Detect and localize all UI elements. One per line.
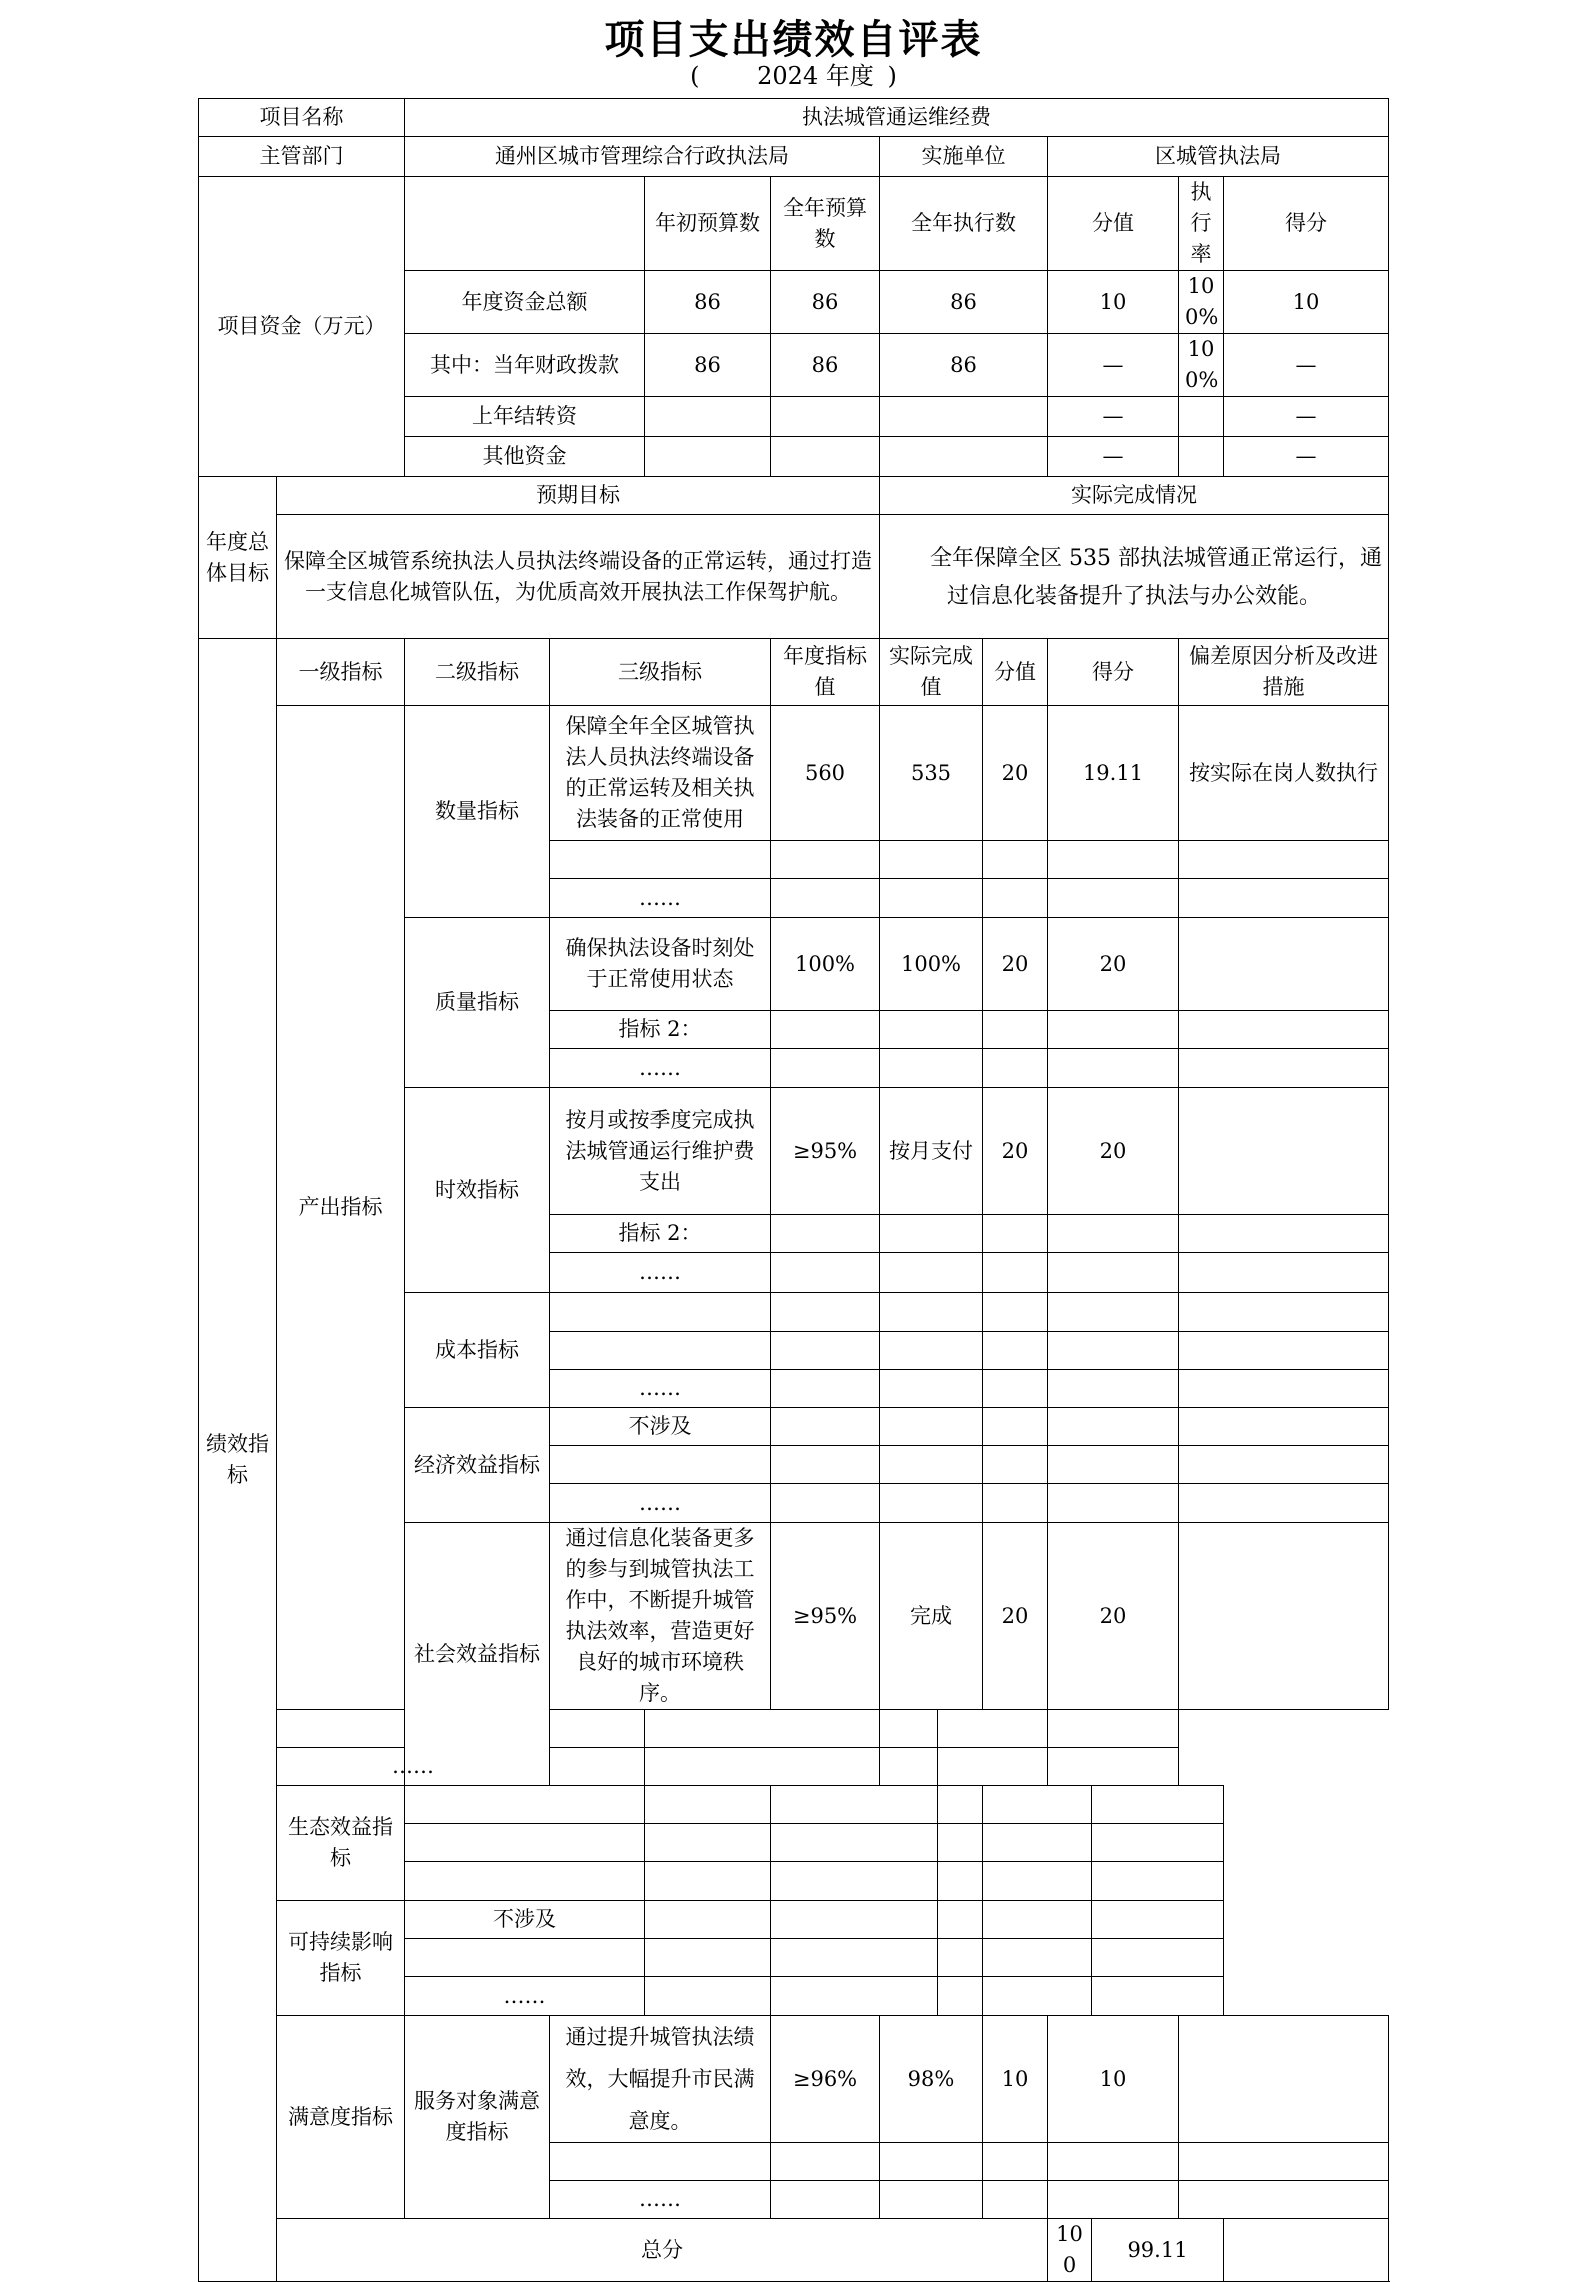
perf-header-actual: 实际完成值 — [880, 639, 983, 706]
quantity-score: 19.11 — [1048, 706, 1179, 841]
l2-ecological: 生态效益指标 — [277, 1786, 405, 1901]
quality-actual: 100% — [880, 918, 983, 1011]
goal-expected-header: 预期目标 — [277, 477, 880, 515]
empty-cell — [983, 1332, 1048, 1370]
empty-cell — [983, 1862, 1092, 1901]
quality-indicator: 确保执法设备时刻处于正常使用状态 — [550, 918, 771, 1011]
empty-cell — [1048, 1332, 1179, 1370]
funds-cell — [645, 437, 771, 477]
empty-cell — [1092, 1977, 1224, 2016]
l2-service: 服务对象满意度指标 — [405, 2016, 550, 2219]
empty-cell — [771, 1011, 880, 1049]
empty-cell — [1048, 2143, 1179, 2181]
funds-cell: 100% — [1179, 271, 1224, 334]
empty-cell — [1048, 879, 1179, 918]
year-open: ( — [690, 62, 700, 90]
l1-satisfaction: 满意度指标 — [277, 2016, 405, 2219]
funds-cell — [771, 437, 880, 477]
timeliness-target: ≥95% — [771, 1088, 880, 1215]
empty-cell — [1179, 1370, 1389, 1408]
empty-cell — [1179, 1011, 1389, 1049]
empty-cell — [880, 2181, 983, 2219]
ellipsis-cell: …… — [550, 2181, 771, 2219]
ellipsis-cell: …… — [550, 1370, 771, 1408]
service-indicator: 通过提升城管执法绩效，大幅提升市民满意度。 — [550, 2016, 771, 2143]
empty-cell — [1048, 1049, 1179, 1088]
empty-cell — [645, 1710, 880, 1748]
empty-cell — [983, 2143, 1048, 2181]
funds-cell — [1179, 437, 1224, 477]
empty-cell — [983, 1484, 1048, 1523]
funds-cell: — — [1224, 334, 1389, 397]
perf-header-l3: 三级指标 — [550, 639, 771, 706]
empty-cell — [550, 1332, 771, 1370]
empty-cell — [771, 1977, 938, 2016]
empty-cell — [771, 1293, 880, 1332]
empty-cell — [550, 1710, 645, 1748]
empty-cell — [983, 841, 1048, 879]
funds-cell: — — [1048, 334, 1179, 397]
empty-cell — [1179, 2143, 1389, 2181]
unit-value: 区城管执法局 — [1048, 137, 1389, 177]
empty-cell — [1048, 1484, 1179, 1523]
funds-cell: 86 — [771, 271, 880, 334]
empty-cell — [771, 1253, 880, 1293]
quality-weight: 20 — [983, 918, 1048, 1011]
social-weight: 20 — [983, 1523, 1048, 1710]
empty-cell — [550, 1446, 771, 1484]
empty-cell — [771, 1484, 880, 1523]
funds-row-label: 年度资金总额 — [405, 271, 645, 334]
goal-label: 年度总体目标 — [199, 477, 277, 639]
l1-output: 产出指标 — [277, 706, 405, 1710]
social-score: 20 — [1048, 1523, 1179, 1710]
funds-cell: — — [1048, 397, 1179, 437]
social-target: ≥95% — [771, 1523, 880, 1710]
empty-cell — [938, 1824, 983, 1862]
l2-social: 社会效益指标 — [405, 1523, 550, 1786]
funds-cell: — — [1224, 437, 1389, 477]
empty-cell — [880, 1408, 983, 1446]
empty-cell — [771, 1824, 938, 1862]
empty-cell — [983, 1446, 1048, 1484]
funds-label: 项目资金（万元） — [199, 177, 405, 477]
funds-header-score: 得分 — [1224, 177, 1389, 271]
quality-score: 20 — [1048, 918, 1179, 1011]
empty-cell — [1048, 1253, 1179, 1293]
funds-cell: 86 — [645, 334, 771, 397]
empty-cell — [1048, 1446, 1179, 1484]
empty-cell — [983, 879, 1048, 918]
empty-cell — [938, 1939, 983, 1977]
empty-cell — [880, 1253, 983, 1293]
empty-cell — [1179, 1253, 1389, 1293]
perf-header-l2: 二级指标 — [405, 639, 550, 706]
empty-cell — [1048, 2181, 1179, 2219]
empty-cell — [880, 1011, 983, 1049]
empty-cell — [983, 1049, 1048, 1088]
project-name: 执法城管通运维经费 — [405, 99, 1389, 137]
empty-cell — [645, 1977, 771, 2016]
empty-cell — [880, 1215, 983, 1253]
empty-cell — [880, 2143, 983, 2181]
empty-cell — [880, 1293, 983, 1332]
quality-target: 100% — [771, 918, 880, 1011]
perf-header-reason: 偏差原因分析及改进措施 — [1179, 639, 1389, 706]
empty-cell — [1179, 1484, 1389, 1523]
empty-cell — [938, 1748, 1048, 1786]
total-weight: 100 — [1048, 2219, 1092, 2282]
empty-cell — [880, 1049, 983, 1088]
empty-cell — [1092, 1824, 1224, 1862]
empty-cell — [771, 2143, 880, 2181]
funds-cell — [880, 397, 1048, 437]
empty-cell — [771, 841, 880, 879]
perf-header-score: 得分 — [1048, 639, 1179, 706]
funds-header-blank — [405, 177, 645, 271]
perf-header-weight: 分值 — [983, 639, 1048, 706]
l2-sustainable: 可持续影响指标 — [277, 1901, 405, 2016]
funds-cell: 86 — [771, 334, 880, 397]
empty-cell — [771, 1862, 938, 1901]
funds-cell — [645, 397, 771, 437]
empty-cell — [771, 1939, 938, 1977]
empty-cell — [1048, 1408, 1179, 1446]
empty-cell — [1179, 918, 1389, 1011]
empty-cell — [880, 1332, 983, 1370]
empty-cell — [880, 1370, 983, 1408]
l2-economic: 经济效益指标 — [405, 1408, 550, 1523]
service-score: 10 — [1048, 2016, 1179, 2143]
timeliness-indicator: 按月或按季度完成执法城管通运行维护费支出 — [550, 1088, 771, 1215]
empty-cell — [771, 879, 880, 918]
not-involved-cell: 不涉及 — [405, 1901, 645, 1939]
empty-cell — [1048, 1370, 1179, 1408]
empty-cell — [645, 1862, 771, 1901]
ellipsis-cell: …… — [550, 1484, 771, 1523]
empty-cell — [550, 841, 771, 879]
project-name-label: 项目名称 — [199, 99, 405, 137]
empty-cell — [1179, 2181, 1389, 2219]
goal-actual-text: 全年保障全区 535 部执法城管通正常运行，通过信息化装备提升了执法与办公效能。 — [880, 515, 1389, 639]
empty-cell — [983, 1370, 1048, 1408]
l2-cost: 成本指标 — [405, 1293, 550, 1408]
empty-cell — [983, 1253, 1048, 1293]
perf-header-target: 年度指标值 — [771, 639, 880, 706]
empty-cell — [277, 1710, 550, 1748]
ellipsis-cell: …… — [550, 1049, 771, 1088]
social-indicator: 通过信息化装备更多的参与到城管执法工作中，不断提升城管执法效率，营造更好良好的城市环境秩序。 — [550, 1523, 771, 1710]
empty-cell — [983, 1977, 1092, 2016]
ellipsis-cell: …… — [277, 1748, 550, 1786]
empty-cell — [550, 2143, 771, 2181]
empty-cell — [880, 879, 983, 918]
empty-cell — [983, 1939, 1092, 1977]
empty-cell — [771, 1786, 938, 1824]
perf-label: 绩效指标 — [199, 639, 277, 2282]
empty-cell — [1048, 1293, 1179, 1332]
empty-cell — [1179, 1215, 1389, 1253]
empty-cell — [880, 841, 983, 879]
empty-cell — [880, 1710, 938, 1748]
empty-cell — [983, 2181, 1048, 2219]
empty-cell — [880, 1748, 938, 1786]
empty-cell — [771, 2181, 880, 2219]
empty-cell — [1224, 2219, 1389, 2282]
empty-cell — [1179, 1293, 1389, 1332]
ellipsis-cell: …… — [550, 879, 771, 918]
funds-cell: 100% — [1179, 334, 1224, 397]
year-line — [0, 56, 1587, 91]
empty-cell — [771, 1215, 880, 1253]
empty-cell — [1092, 1939, 1224, 1977]
empty-cell — [771, 1332, 880, 1370]
empty-cell — [405, 1939, 645, 1977]
dept-value: 通州区城市管理综合行政执法局 — [405, 137, 880, 177]
funds-cell — [771, 397, 880, 437]
empty-cell — [1179, 879, 1389, 918]
empty-cell — [938, 1710, 1048, 1748]
empty-cell — [938, 1977, 983, 2016]
l2-quality: 质量指标 — [405, 918, 550, 1088]
funds-header-rate: 执行率 — [1179, 177, 1224, 271]
empty-cell — [1092, 1862, 1224, 1901]
empty-cell — [771, 1370, 880, 1408]
ellipsis-cell: …… — [550, 1253, 771, 1293]
funds-header-executed: 全年执行数 — [880, 177, 1048, 271]
empty-cell — [550, 1293, 771, 1332]
indicator2-cell: 指标 2： — [550, 1215, 771, 1253]
year-close: ) — [887, 62, 897, 90]
dept-label: 主管部门 — [199, 137, 405, 177]
ellipsis-cell: …… — [405, 1977, 645, 2016]
total-score: 99.11 — [1092, 2219, 1224, 2282]
empty-cell — [1048, 1011, 1179, 1049]
year-value: 2024 年度 — [757, 62, 874, 90]
empty-cell — [405, 1824, 645, 1862]
empty-cell — [771, 1901, 938, 1939]
l2-timeliness: 时效指标 — [405, 1088, 550, 1293]
goal-actual-header: 实际完成情况 — [880, 477, 1389, 515]
quantity-weight: 20 — [983, 706, 1048, 841]
perf-header-l1: 一级指标 — [277, 639, 405, 706]
service-target: ≥96% — [771, 2016, 880, 2143]
funds-header-score-value: 分值 — [1048, 177, 1179, 271]
empty-cell — [983, 1408, 1048, 1446]
empty-cell — [880, 1446, 983, 1484]
empty-cell — [1179, 841, 1389, 879]
funds-cell: — — [1048, 437, 1179, 477]
funds-cell: 86 — [880, 334, 1048, 397]
quantity-reason: 按实际在岗人数执行 — [1179, 706, 1389, 841]
quantity-indicator: 保障全年全区城管执法人员执法终端设备的正常运转及相关执法装备的正常使用 — [550, 706, 771, 841]
funds-header-annual: 全年预算数 — [771, 177, 880, 271]
empty-cell — [1179, 1446, 1389, 1484]
empty-cell — [880, 1484, 983, 1523]
service-actual: 98% — [880, 2016, 983, 2143]
quantity-actual: 535 — [880, 706, 983, 841]
empty-cell — [771, 1049, 880, 1088]
timeliness-actual: 按月支付 — [880, 1088, 983, 1215]
empty-cell — [405, 1862, 645, 1901]
empty-cell — [938, 1862, 983, 1901]
empty-cell — [1179, 2016, 1389, 2143]
empty-cell — [645, 1786, 771, 1824]
empty-cell — [1092, 1786, 1224, 1824]
empty-cell — [1048, 1748, 1179, 1786]
funds-header-initial: 年初预算数 — [645, 177, 771, 271]
empty-cell — [1179, 1523, 1389, 1710]
empty-cell — [983, 1011, 1048, 1049]
l2-quantity: 数量指标 — [405, 706, 550, 918]
funds-cell — [880, 437, 1048, 477]
empty-cell — [983, 1215, 1048, 1253]
empty-cell — [938, 1786, 983, 1824]
empty-cell — [938, 1901, 983, 1939]
total-label: 总分 — [277, 2219, 1048, 2282]
empty-cell — [1048, 841, 1179, 879]
self-evaluation-table — [198, 98, 1389, 2282]
funds-row-label: 上年结转资 — [405, 397, 645, 437]
indicator2-cell: 指标 2： — [550, 1011, 771, 1049]
not-involved-cell: 不涉及 — [550, 1408, 771, 1446]
quantity-target: 560 — [771, 706, 880, 841]
empty-cell — [405, 1786, 645, 1824]
funds-cell: 86 — [645, 271, 771, 334]
unit-label: 实施单位 — [880, 137, 1048, 177]
empty-cell — [645, 1824, 771, 1862]
timeliness-score: 20 — [1048, 1088, 1179, 1215]
funds-row-label: 其他资金 — [405, 437, 645, 477]
empty-cell — [645, 1901, 771, 1939]
empty-cell — [1179, 1332, 1389, 1370]
service-weight: 10 — [983, 2016, 1048, 2143]
page-title: 项目支出绩效自评表 — [604, 16, 983, 63]
empty-cell — [771, 1408, 880, 1446]
goal-expected-text: 保障全区城管系统执法人员执法终端设备的正常运转，通过打造一支信息化城管队伍，为优质高效开展执法工作保驾护航。 — [277, 515, 880, 639]
empty-cell — [1048, 1215, 1179, 1253]
empty-cell — [1179, 1088, 1389, 1215]
empty-cell — [550, 1748, 645, 1786]
empty-cell — [983, 1293, 1048, 1332]
empty-cell — [983, 1786, 1092, 1824]
funds-cell: 10 — [1224, 271, 1389, 334]
empty-cell — [645, 1748, 880, 1786]
social-actual: 完成 — [880, 1523, 983, 1710]
empty-cell — [1179, 1408, 1389, 1446]
funds-row-label: 其中：当年财政拨款 — [405, 334, 645, 397]
empty-cell — [771, 1446, 880, 1484]
empty-cell — [1092, 1901, 1224, 1939]
funds-cell: 86 — [880, 271, 1048, 334]
empty-cell — [1048, 1710, 1179, 1748]
empty-cell — [983, 1824, 1092, 1862]
funds-cell: 10 — [1048, 271, 1179, 334]
empty-cell — [645, 1939, 771, 1977]
funds-cell: — — [1224, 397, 1389, 437]
timeliness-weight: 20 — [983, 1088, 1048, 1215]
empty-cell — [1179, 1049, 1389, 1088]
empty-cell — [983, 1901, 1092, 1939]
funds-cell — [1179, 397, 1224, 437]
